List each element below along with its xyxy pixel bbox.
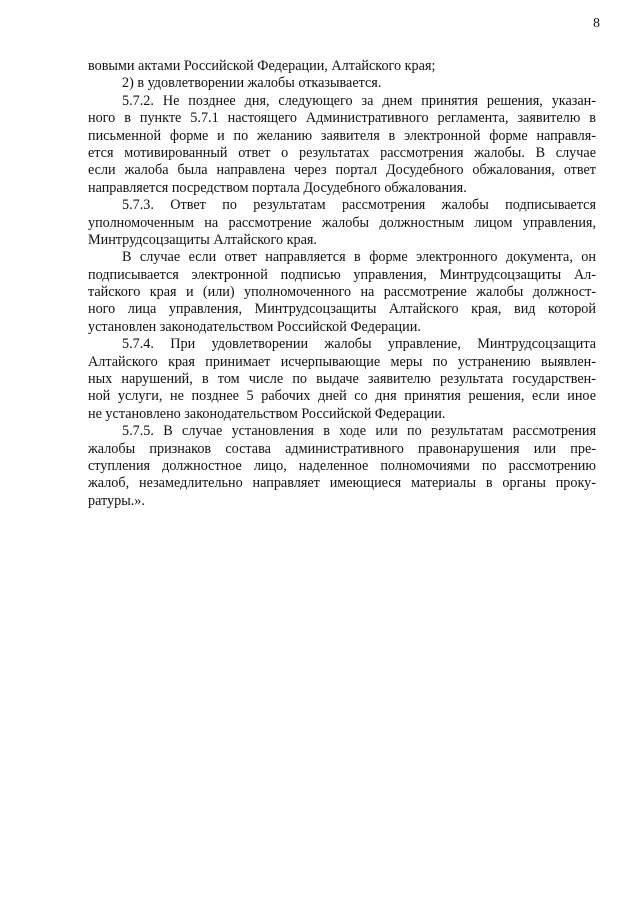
text-line: В случае если ответ направляется в форме электронного документа, он [122, 249, 596, 266]
text-line: Алтайского края принимает исчерпывающие меры по устранению выявлен- [88, 353, 596, 370]
paragraph [88, 197, 596, 249]
text-line: письменной форме и по желанию заявителя в электронной форме направля- [88, 127, 596, 144]
text-line: ной услуги, не позднее 5 рабочих дней со дня принятия решения, если иное [88, 388, 596, 405]
text-line: тайского края и (или) уполномоченного на рассмотрение жалобы должност- [88, 284, 596, 301]
paragraph [88, 249, 596, 336]
text-line: 5.7.3. Ответ по результатам рассмотрения жалобы подписывается [122, 197, 596, 214]
paragraph [88, 58, 596, 75]
text-line: Минтрудсоцзащиты Алтайского края. [88, 231, 317, 248]
paragraph [88, 423, 596, 510]
text-line: 2) в удовлетворении жалобы отказывается. [122, 75, 382, 92]
text-line: ратуры.». [88, 492, 145, 509]
text-line: направляется посредством портала Досудебного обжалования. [88, 179, 467, 196]
paragraph [88, 93, 596, 197]
text-line: 5.7.2. Не позднее дня, следующего за днем принятия решения, указан- [122, 92, 596, 109]
text-line: ется мотивированный ответ о результатах рассмотрения жалобы. В случае [88, 144, 596, 161]
text-line: ного лица управления, Минтрудсоцзащиты Алтайского края, вид которой [88, 301, 596, 318]
text-line: жалоб, незамедлительно направляет имеющиеся материалы в органы проку- [88, 475, 596, 492]
text-line: подписывается электронной подписью управления, Минтрудсоцзащиты Ал- [88, 266, 596, 283]
paragraph [88, 75, 596, 92]
text-line: вовыми актами Российской Федерации, Алтайского края; [88, 58, 436, 74]
paragraph [88, 336, 596, 423]
page-number: 8 [593, 16, 600, 31]
text-line: уполномоченным на рассмотрение жалобы должностным лицом управления, [88, 214, 596, 231]
text-line: ступления должностное лицо, наделенное полномочиями по рассмотрению [88, 457, 596, 474]
text-line: 5.7.4. При удовлетворении жалобы управление, Минтрудсоцзащита [122, 336, 596, 353]
text-line: 5.7.5. В случае установления в ходе или по результатам рассмотрения [122, 423, 596, 440]
text-line: жалобы признаков состава административного правонарушения или пре- [88, 440, 596, 457]
text-line: если жалоба была направлена через портал Досудебного обжалования, ответ [88, 162, 596, 179]
text-line: ного в пункте 5.7.1 настоящего Административного регламента, заявителю в [88, 110, 596, 127]
text-line: установлен законодательством Российской Федерации. [88, 318, 421, 335]
text-line: не установлено законодательством Российской Федерации. [88, 405, 446, 422]
text-line: ных нарушений, в том числе по выдаче заявителю результата государствен- [88, 371, 596, 388]
document-body [88, 58, 596, 510]
